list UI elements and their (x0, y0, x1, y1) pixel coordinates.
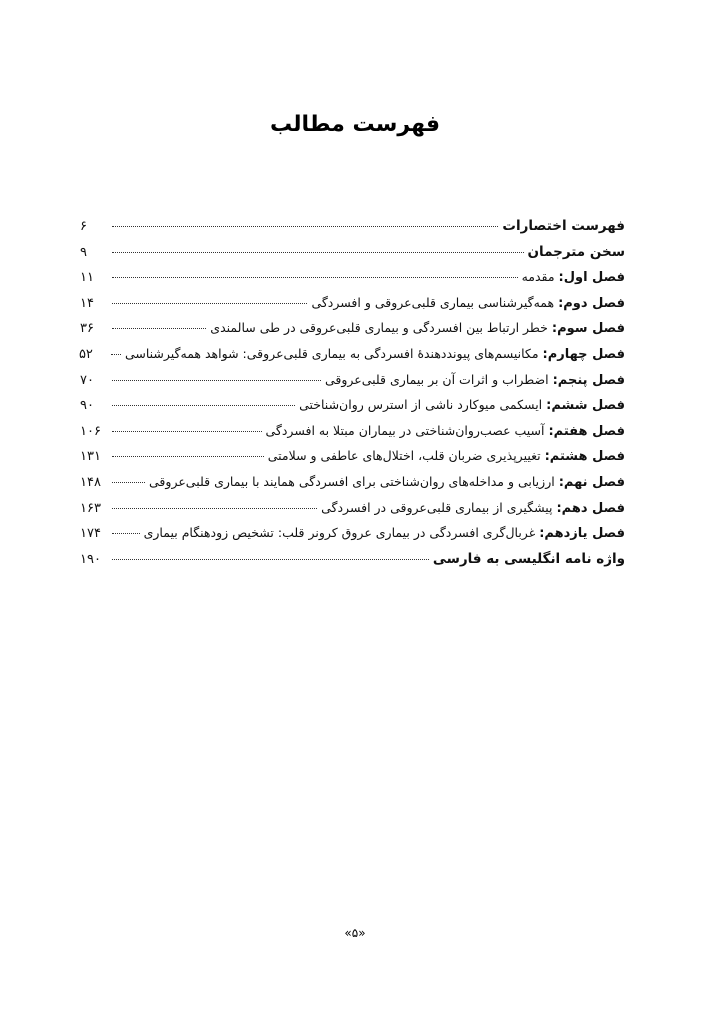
toc-entry-description: همه‌گیرشناسی بیماری قلبی‌عروقی و افسردگی (311, 294, 559, 310)
toc-entry-page: ۵۲ (78, 346, 93, 362)
toc-entry-separator: : (556, 500, 562, 516)
toc-entry-label: فصل دهم (561, 500, 625, 516)
toc-entry-label: واژه نامه انگلیسی به فارسی (432, 550, 625, 567)
dot-leader (112, 456, 264, 457)
toc-entry-separator: : (558, 270, 564, 286)
toc-entry-separator: : (544, 449, 550, 465)
toc-entry-page: ۱۴۸ (80, 474, 101, 490)
toc-entry-page: ۹۰ (80, 398, 94, 414)
dot-leader (112, 559, 429, 560)
toc-entry-description: ایسکمی میوکارد ناشی از استرس روان‌شناختی (299, 397, 547, 413)
page-title: فهرست مطالب (269, 112, 441, 137)
dot-leader (111, 354, 121, 355)
toc-entry-glossary[interactable] (80, 546, 625, 572)
toc-entry-text (210, 315, 625, 342)
toc-entry-page: ۳۶ (80, 321, 94, 337)
toc-entry-chapter-1[interactable] (80, 264, 625, 290)
toc-entry-description: ارزیابی و مداخله‌های روان‌شناختی برای افسردگی همایند با بیماری قلبی‌عروقی (149, 473, 559, 489)
toc-entry-separator: : (558, 474, 564, 490)
toc-entry-text (125, 341, 625, 368)
toc-entry-label: فصل هشتم (549, 449, 625, 465)
toc-entry-text (528, 239, 626, 266)
toc-entry-chapter-4[interactable] (80, 341, 625, 367)
toc-entry-page: ۱۰۶ (80, 423, 101, 439)
toc-entry-page: ۱۷۴ (80, 526, 101, 542)
toc-entry-label: فهرست اختصارات (502, 218, 625, 234)
toc-entry-description: تغییرپذیری ضربان قلب، اختلال‌های عاطفی و سلامتی (267, 448, 545, 464)
toc-entry-separator: : (552, 372, 558, 388)
dot-leader (112, 533, 140, 534)
dot-leader (112, 508, 317, 509)
toc-entry-chapter-6[interactable] (80, 392, 625, 418)
toc-entry-description: اضطراب و اثرات آن بر بیماری قلبی‌عروقی (324, 371, 553, 387)
toc-entry-page: ۷۰ (80, 372, 94, 388)
toc-entry-text (522, 264, 625, 291)
toc-entry-chapter-3[interactable] (80, 315, 625, 341)
page-number: «۵» (344, 926, 366, 940)
toc-entry-label: فصل اول (563, 270, 625, 286)
toc-entry-label: فصل چهارم (547, 346, 625, 362)
toc-entry-page: ۱۶۳ (80, 500, 101, 516)
toc-entry-chapter-11[interactable] (80, 520, 625, 546)
toc-entry-text (502, 213, 625, 240)
toc-entry-page: ۱۳۱ (80, 449, 101, 465)
toc-entry-page: ۹ (80, 244, 87, 260)
toc-entry-description: پیشگیری از بیماری قلبی‌عروقی در افسردگی (321, 499, 557, 515)
toc-entry-label: فصل هفتم (553, 423, 625, 439)
dot-leader (112, 328, 206, 329)
toc-entry-description: آسیب عصب‌روان‌شناختی در بیماران مبتلا به افسردگی (265, 422, 549, 438)
toc-entry-chapter-10[interactable] (80, 495, 625, 521)
toc-entry-chapter-2[interactable] (80, 290, 625, 316)
dot-leader (112, 252, 524, 253)
toc-entry-label: فصل پنجم (557, 372, 625, 388)
dot-leader (112, 405, 295, 406)
toc-entry-label: فصل سوم (557, 321, 625, 337)
dot-leader (112, 226, 498, 227)
toc-entry-label: فصل نهم (563, 474, 625, 490)
toc-entry-text (311, 290, 625, 317)
toc-entry-chapter-7[interactable] (80, 418, 625, 444)
toc-entry-text (433, 546, 625, 573)
dot-leader (112, 380, 321, 381)
toc-entry-text (299, 392, 625, 419)
toc-entry-label: فصل ششم (551, 398, 625, 414)
toc-entry-separator: : (539, 526, 545, 542)
toc-entry-separator: : (542, 346, 548, 362)
toc-entry-label: فصل دوم (563, 295, 625, 311)
toc-entry-separator: : (548, 423, 554, 439)
dot-leader (112, 303, 307, 304)
dot-leader (112, 482, 145, 483)
toc-entry-chapter-5[interactable] (80, 367, 625, 393)
table-of-contents (80, 213, 625, 571)
toc-entry-page: ۱۱ (80, 270, 94, 286)
toc-entry-chapter-9[interactable] (80, 469, 625, 495)
toc-entry-text (321, 495, 625, 522)
toc-entry-description: غربال‌گری افسردگی در بیماری عروق کرونر قلب: تشخیص زودهنگام بیماری (143, 525, 540, 541)
toc-entry-translators-note[interactable] (80, 239, 625, 265)
toc-entry-page: ۱۹۰ (80, 551, 101, 567)
toc-entry-text (268, 443, 625, 470)
toc-entry-text (149, 469, 625, 496)
toc-entry-description: مقدمه (521, 269, 559, 285)
toc-entry-separator: : (546, 398, 552, 414)
toc-entry-label: سخن مترجمان (527, 243, 625, 260)
toc-entry-text (325, 367, 625, 394)
toc-entry-separator: : (558, 295, 564, 311)
toc-entry-description: خطر ارتباط بین افسردگی و بیماری قلبی‌عروقی در طی سالمندی (210, 320, 552, 336)
toc-entry-text (144, 520, 625, 547)
toc-entry-text (266, 418, 626, 445)
toc-entry-label: فصل یازدهم (544, 526, 625, 542)
toc-entry-chapter-8[interactable] (80, 443, 625, 469)
toc-entry-page: ۱۴ (80, 295, 94, 311)
toc-entry-separator: : (551, 321, 558, 337)
toc-entry-page: ۶ (80, 219, 87, 234)
dot-leader (112, 277, 518, 278)
toc-entry-description: مکانیسم‌های پیونددهندهٔ افسردگی به بیماری قلبی‌عروقی: شواهد همه‌گیرشناسی (124, 345, 543, 361)
dot-leader (112, 431, 262, 432)
toc-entry-abbreviations[interactable] (80, 213, 625, 239)
